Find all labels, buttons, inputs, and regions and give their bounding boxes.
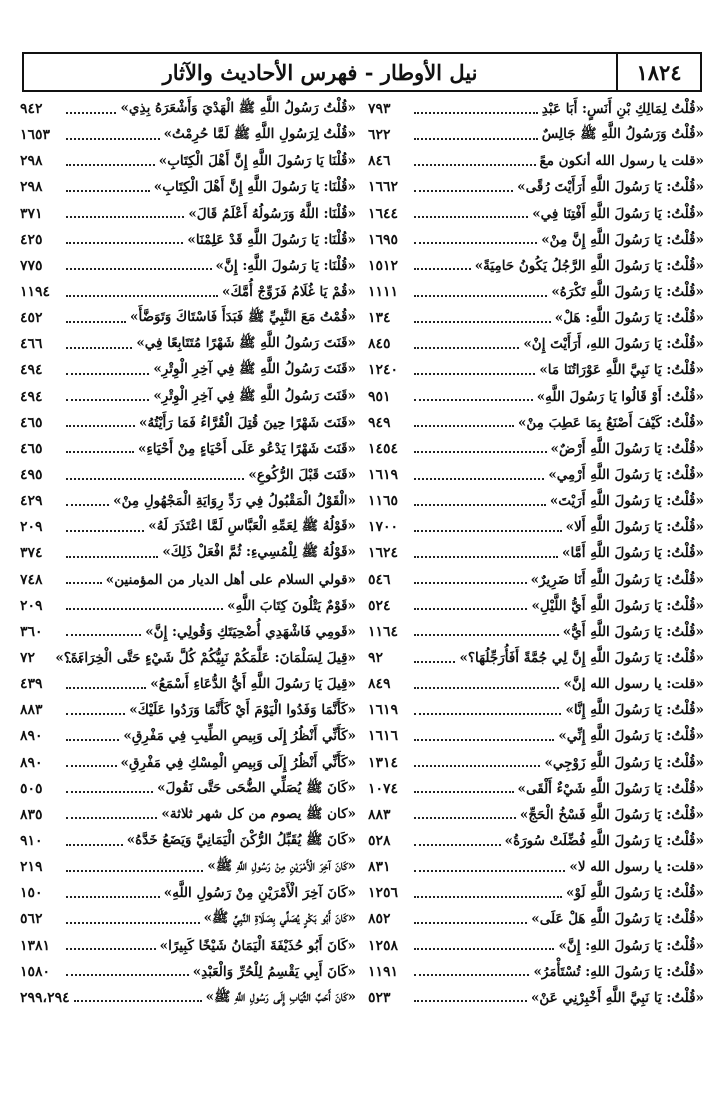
dotted-leader [66, 241, 183, 244]
entry-text: «كان ﷺ يصوم من كل شهر ثلاثة» [161, 805, 356, 822]
entry-page-number: ١٦٩٥ [368, 231, 399, 248]
entry-text: «قُلْتُ: يَا رَسُولَ اللَّهِ إِنَّ لِي جُمَّةً أَفَأُرَجِّلُهَا؟» [459, 650, 704, 667]
index-entry [368, 462, 704, 488]
index-entry [20, 122, 356, 148]
dotted-leader [66, 163, 155, 166]
entry-text: «قِيلَ يَا رَسُولَ اللَّهِ أَيُّ الدُّعَاءِ أَسْمَعُ» [150, 676, 356, 693]
dotted-leader [66, 869, 203, 872]
entry-text: «قُلْتُ: يَا رَسُولَ اللَّهِ أَلا» [565, 519, 704, 536]
entry-text: «قُلْتُ: أَوْ قَالُوا يَا رَسُولَ اللَّهِ» [536, 388, 704, 405]
dotted-leader [66, 424, 135, 427]
entry-page-number: ٤٢٥ [20, 231, 43, 248]
dotted-leader [66, 633, 141, 636]
index-entry [368, 514, 704, 540]
entry-text: «قَنَتَ شَهْرًا يَدْعُو عَلَى أَحْيَاءٍ مِنْ أَحْيَاءِ» [137, 440, 356, 457]
dotted-leader [414, 215, 528, 218]
entry-page-number: ١٦٢٤ [368, 545, 399, 562]
entry-page-number: ١٣٨١ [20, 937, 51, 954]
entry-text: «قُلْتُ: يَا رَسُولَ اللَّهِ فَسْخُ الْحَجِّ» [519, 806, 704, 823]
entry-text: «قُلْنَا: يَا رَسُولَ اللَّهِ: إِنَّ» [215, 257, 356, 274]
entry-text: «قُلْتُ لِرَسُولِ اللَّهِ ﷺ لَمَّا حُرِمْتُ» [163, 126, 356, 143]
entry-page-number: ١٠٧٤ [368, 780, 399, 797]
entry-text: «قُلْنَا يَا رَسُولَ اللَّهِ إِنَّ أَهْلَ الْكِتَابِ» [158, 153, 356, 170]
dotted-leader [66, 555, 158, 558]
dotted-leader [414, 424, 514, 427]
entry-text: «قُلْتُ لِمَالِكِ بْنِ أَنَسٍ: أَبَا عَبْدِ [541, 101, 704, 118]
entry-page-number: ١٦١٩ [368, 467, 399, 484]
entry-text: «قُلْتُ: كَيْفَ أَصْنَعُ بِمَا عَطِبَ مِنْ» [517, 414, 704, 431]
entry-page-number: ٤٩٥ [20, 467, 43, 484]
dotted-leader [66, 895, 160, 898]
index-entry [20, 671, 356, 697]
dotted-leader [414, 712, 561, 715]
index-entry [20, 384, 356, 410]
index-entry [368, 122, 704, 148]
entry-text: «قَنَتَ رَسُولُ اللَّهِ ﷺ فِي آخِرِ الْوِتْرِ» [153, 387, 356, 404]
entry-text: «قولي السلام على أهل الديار من المؤمنين» [105, 571, 356, 588]
dotted-leader [414, 921, 527, 924]
index-entry [368, 985, 704, 1011]
index-entry [20, 645, 356, 671]
dotted-leader [66, 973, 189, 976]
entry-text: «كَأَنِّي أَنْظُرُ إِلَى وَبِيصِ الطِّيبِ فِي مَفْرِقِ» [123, 728, 356, 745]
index-entry [20, 462, 356, 488]
index-entry [368, 357, 704, 383]
entry-page-number: ١٥٠ [20, 885, 43, 902]
entry-page-number: ٦٢٢ [368, 127, 391, 144]
entry-text: «قُلْتُ: يَا رَسُولَ اللَّهِ إِنِّي» [558, 728, 704, 745]
entry-page-number: ٢٩٨ [20, 153, 43, 170]
index-entry [368, 384, 704, 410]
entry-page-number: ١٢٥٦ [368, 885, 399, 902]
dotted-leader [66, 816, 157, 819]
index-entry [20, 723, 356, 749]
entry-page-number: ٣٧٤ [20, 545, 43, 562]
entry-text: «كَانَ ﷺ يُقَبِّلُ الرُّكْنَ الْيَمَانِيَّ وَيَضَعُ خَدَّهُ» [126, 832, 356, 848]
entry-page-number: ١٢٥٨ [368, 937, 399, 954]
dotted-leader [414, 477, 544, 480]
entry-page-number: ١٥١٢ [368, 257, 399, 274]
entry-text: «كَانَ أَبِي يَقْسِمُ لِلْحُرِّ وَالْعَبْدِ» [192, 963, 356, 980]
entry-text: «قُلْتُ: يَا نَبِيَّ اللَّهِ أَخْبِرْنِي عَنْ» [530, 989, 704, 1006]
dotted-leader [414, 137, 538, 140]
dotted-leader [414, 529, 562, 532]
dotted-leader [414, 790, 514, 793]
entry-page-number: ٧٢ [20, 650, 36, 667]
dotted-leader [414, 633, 559, 636]
index-entry [20, 305, 356, 331]
dotted-leader [414, 555, 558, 558]
dotted-leader [414, 267, 471, 270]
dotted-leader [66, 529, 144, 532]
entry-text: «قُلْتُ: يَا رَسُولَ اللَّهِ أَيُّ اللَّيْلِ» [531, 597, 704, 614]
dotted-leader [66, 790, 153, 793]
entry-text: «قَنَتَ رَسُولُ اللَّهِ ﷺ شَهْرًا مُتَتَابِعًا فِي» [136, 335, 356, 352]
index-columns [20, 96, 704, 1096]
entry-page-number: ٤٣٩ [20, 676, 43, 693]
entry-text: «قُلْتُ: يَا رَسُولَ اللَّهِ أَيُّ» [562, 623, 704, 640]
index-entry [368, 619, 704, 645]
index-entry [368, 933, 704, 959]
dotted-leader [66, 947, 156, 950]
index-entry [368, 880, 704, 906]
dotted-leader [414, 346, 519, 349]
entry-page-number: ٤٦٦ [20, 336, 43, 353]
entry-page-number: ٧٧٥ [20, 257, 43, 274]
index-entry [368, 227, 704, 253]
entry-page-number: ١٢٤٠ [368, 362, 399, 379]
dotted-leader [414, 895, 562, 898]
index-entry [20, 357, 356, 383]
index-entry [20, 959, 356, 985]
entry-page-number: ٨٩٠ [20, 728, 43, 745]
entry-text: «قُلْتُ: يَا رَسُولَ اللَّهِ فُضِّلَتْ سُورَةُ» [504, 833, 704, 849]
running-title: نيل الأوطار - فهرس الأحاديث والآثار [162, 59, 478, 85]
dotted-leader [414, 816, 516, 819]
entry-text: «كَأَنِّي أَنْظُرُ إِلَى وَبِيصِ الْمِسْكِ فِي مَفْرِقِ» [120, 754, 356, 771]
index-entry [368, 697, 704, 723]
index-entry [20, 933, 356, 959]
entry-text: «كَانَ آخِرَ الْأَمْرَيْنِ مِنْ رَسُولِ اللَّهِ ﷺ» [207, 858, 356, 875]
entry-page-number: ٧٤٨ [20, 571, 43, 588]
entry-text: «قلت: يا رسول الله لا» [569, 859, 704, 876]
entry-text: «قُلْنَا: يَا رَسُولَ اللَّهِ قَدْ عَلِمْنَا» [187, 231, 356, 248]
entry-text: «قُلْتُ: يَا رَسُولَ اللَّهِ: هَلْ» [554, 310, 704, 327]
entry-page-number: ٢١٩ [20, 859, 43, 876]
dotted-leader [414, 607, 527, 610]
index-entry [368, 645, 704, 671]
entry-text: «قُلْتُ: يَا رَسُولَ اللَّهِ إِنَّا» [565, 702, 704, 719]
entry-page-number: ٨٥٢ [368, 911, 391, 928]
entry-text: «قُلْنَا: يَا رَسُولَ اللَّهِ إِنَّ أَهْلَ الْكِتَابِ» [153, 179, 356, 196]
dotted-leader [414, 660, 455, 663]
entry-text: «قلت: يا رسول الله إنَّ» [563, 676, 704, 693]
entry-text: «قلت يا رسول الله أنكون معً [539, 153, 704, 170]
index-entry [368, 279, 704, 305]
index-entry [20, 697, 356, 723]
index-entry [20, 514, 356, 540]
dotted-leader [414, 163, 536, 166]
index-entry [368, 148, 704, 174]
index-entry [20, 593, 356, 619]
entry-page-number: ٨٩٠ [20, 754, 43, 771]
dotted-leader [66, 111, 116, 114]
index-entry [20, 253, 356, 279]
entry-page-number: ١١٦٥ [368, 493, 399, 510]
entry-text: «قُمْتُ مَعَ النَّبِيِّ ﷺ فَبَدَأَ فَاسْتَاكَ وَتَوَضَّأَ» [130, 309, 356, 326]
index-entry [20, 540, 356, 566]
index-entry [368, 828, 704, 854]
entry-text: «قَنَتَ قَبْلَ الرُّكُوعِ» [248, 467, 356, 484]
entry-page-number: ٤٩٤ [20, 362, 43, 379]
index-entry [20, 436, 356, 462]
dotted-leader [66, 712, 125, 715]
entry-text: «قَنَتَ رَسُولُ اللَّهِ ﷺ فِي آخِرِ الْوِتْرِ» [153, 361, 356, 378]
entry-page-number: ٨٤٩ [368, 676, 391, 693]
index-entry [20, 750, 356, 776]
entry-page-number: ٣٦٠ [20, 623, 43, 640]
index-entry [368, 253, 704, 279]
dotted-leader [66, 660, 82, 663]
entry-text: «كَانَ ﷺ يُصَلِّي الضُّحَى حَتَّى نَقُولَ» [157, 779, 356, 796]
index-entry [368, 201, 704, 227]
entry-text: «كَانَ أَحَبَّ الثِّيَابِ إِلَى رَسُولِ اللَّهِ ﷺ» [205, 988, 356, 1005]
dotted-leader [66, 320, 126, 323]
entry-page-number: ٤٢٩ [20, 493, 43, 510]
dotted-leader [66, 137, 160, 140]
entry-page-number: ٩٤٢ [20, 101, 43, 118]
entry-page-number: ١١٦٤ [368, 623, 399, 640]
entry-text: «كَانَ آخِرَ الْأَمْرَيْنِ مِنْ رَسُولِ اللَّهِ» [163, 885, 356, 902]
entry-text: «قُلْتُ: يَا رَسُولَ اللَّهِ أَرْضٌ» [550, 440, 704, 457]
index-entry [20, 828, 356, 854]
entry-text: «كَانَ أَبُو بَكْرٍ يُصَلِّي بِصَلَاةِ النَّبِيِّ ﷺ» [203, 910, 356, 927]
entry-page-number: ٨٣١ [368, 859, 391, 876]
index-entry [20, 227, 356, 253]
dotted-leader [66, 477, 244, 480]
dotted-leader [66, 450, 134, 453]
entry-page-number: ٩١٠ [20, 833, 43, 849]
index-entry [368, 854, 704, 880]
entry-page-number: ١٦١٦ [368, 728, 399, 745]
index-entry [368, 436, 704, 462]
dotted-leader [66, 372, 149, 375]
dotted-leader [414, 294, 547, 297]
entry-page-number: ٤٩٤ [20, 388, 43, 405]
entry-page-number: ١٦١٩ [368, 702, 399, 719]
dotted-leader [414, 372, 535, 375]
entry-text: «قُلْتُ: يَا رَسُولَ اللَّهِ أَنَا ضَرِيرٌ» [530, 571, 704, 588]
index-column-right [368, 96, 704, 1096]
entry-text: «قُلْتُ رَسُولُ اللَّهِ ﷺ الْهَدْيَ وَأَشْعَرَهُ بِذِي» [120, 100, 356, 117]
entry-page-number: ١٦٦٢ [368, 179, 399, 196]
entry-page-number: ٨٤٦ [368, 153, 391, 170]
entry-page-number: ٨٤٥ [368, 336, 391, 353]
index-entry [368, 174, 704, 200]
entry-page-number: ٢٠٩ [20, 597, 43, 614]
entry-page-number: ١٥٨٠ [20, 963, 51, 980]
entry-page-number: ١٤٥٤ [368, 440, 399, 457]
index-entry [368, 593, 704, 619]
entry-page-number: ٨٨٣ [20, 702, 43, 719]
entry-text: «قُلْتُ: يَا رَسُولَ اللَّهِ أَفْتِنَا فِي» [532, 205, 704, 222]
dotted-leader [66, 921, 200, 924]
dotted-leader [74, 999, 202, 1002]
dotted-leader [414, 111, 538, 114]
index-entry [20, 619, 356, 645]
dotted-leader [414, 869, 565, 872]
entry-text: «قُلْتُ: يَا رَسُولَ اللَّهِ لَوْ» [566, 885, 704, 902]
dotted-leader [414, 450, 547, 453]
index-entry [368, 305, 704, 331]
entry-page-number: ٢٠٩ [20, 519, 43, 536]
dotted-leader [414, 686, 559, 689]
entry-page-number: ٥٢٤ [368, 597, 391, 614]
entry-text: «قُلْتُ: يَا رَسُولَ اللَّهِ أَمَّا» [562, 545, 704, 562]
dotted-leader [66, 294, 218, 297]
entry-text: «كَانَ أَبُو حُذَيْفَةَ الْيَمَانُ شَيْخًا كَبِيرًا» [159, 937, 356, 954]
index-entry [20, 174, 356, 200]
entry-page-number: ٨٣٥ [20, 806, 43, 823]
entry-page-number: ١٣١٤ [368, 754, 399, 771]
index-entry [368, 802, 704, 828]
entry-page-number: ١١٩٤ [20, 284, 51, 301]
index-entry [368, 567, 704, 593]
dotted-leader [66, 398, 149, 401]
entry-text: «قُلْتُ: يَا رَسُولَ اللَّهِ أَرَيْتَ» [549, 493, 704, 510]
dotted-leader [414, 999, 527, 1002]
dotted-leader [66, 686, 146, 689]
dotted-leader [66, 189, 150, 192]
index-entry [368, 723, 704, 749]
index-entry [368, 540, 704, 566]
entry-page-number: ١٣٤ [368, 310, 391, 327]
entry-text: «قَومِي فَاشْهَدِي أُضْحِيَتَكِ وَقُولِي: إِنَّ» [145, 623, 356, 640]
page-header [22, 52, 702, 92]
entry-text: «قَوْلُهُ ﷺ لِلْمُسِيءِ: ثُمَّ افْعَلْ ذَلِكَ» [162, 544, 356, 561]
dotted-leader [414, 320, 551, 323]
entry-page-number: ١٦٤٤ [368, 205, 399, 222]
entry-page-number: ٥٦٢ [20, 911, 43, 928]
entry-page-number: ١٦٥٣ [20, 127, 51, 144]
entry-text: «قُمْ يَا غُلَامُ فَزَوِّجْ أُمَّكَ» [222, 284, 356, 301]
index-entry [20, 985, 356, 1011]
dotted-leader [66, 607, 223, 610]
entry-text: «قُلْتُ: يَا رَسُولَ اللهِ: تُسْتَأْمَرُ» [533, 963, 704, 980]
index-entry [368, 671, 704, 697]
entry-page-number: ٩٢ [368, 650, 384, 667]
dotted-leader [414, 738, 554, 741]
dotted-leader [414, 581, 527, 584]
index-entry [20, 488, 356, 514]
dotted-leader [66, 215, 184, 218]
index-entry [20, 148, 356, 174]
entry-text: «قِيلَ لِسَلْمَانَ: عَلَّمَكُمْ نَبِيُّكُمْ كُلَّ شَيْءٍ حَتَّى الْخِرَاءَةَ؟» [55, 650, 356, 667]
entry-page-number: ٥٤٦ [368, 571, 391, 588]
dotted-leader [414, 764, 540, 767]
index-entry [368, 410, 704, 436]
entry-text: «قُلْتُ: يَا رَسُولَ اللَّهِ الرَّجُلُ يَكُونُ حَامِيَةً» [474, 257, 704, 274]
index-entry [20, 96, 356, 122]
dotted-leader [66, 843, 123, 846]
entry-page-number: ٢٩٨ [20, 179, 43, 196]
entry-page-number: ٥٢٨ [368, 833, 391, 849]
dotted-leader [66, 503, 109, 506]
entry-page-number: ١١١١ [368, 284, 399, 301]
entry-page-number: ٩٤٩ [368, 414, 391, 431]
index-entry [20, 776, 356, 802]
index-entry [20, 567, 356, 593]
entry-page-number: ٤٦٥ [20, 440, 43, 457]
entry-text: «قَوْلُهُ ﷺ لِعَمِّهِ الْعَبَّاسِ لَمَّا اعْتَذَرَ لَهُ» [148, 518, 356, 535]
entry-page-number: ٤٥٢ [20, 310, 43, 327]
entry-page-number: ٥٢٣ [368, 989, 391, 1006]
entry-text: «قَنَتَ شَهْرًا حِينَ قُتِلَ الْقُرَّاءُ فَمَا رَأَيْتُهُ» [139, 414, 356, 431]
dotted-leader [66, 267, 212, 270]
dotted-leader [66, 764, 117, 767]
index-entry [20, 331, 356, 357]
entry-page-number: ٥٠٥ [20, 780, 43, 797]
entry-page-number: ٧٩٣ [368, 101, 391, 118]
entry-text: «قُلْتُ: يَا رَسُولَ اللَّهِ هَلْ عَلَى» [531, 911, 704, 928]
index-entry [368, 776, 704, 802]
index-entry [20, 854, 356, 880]
index-column-left [20, 96, 356, 1096]
entry-text: «قُلْتُ: يَا رَسُولَ اللهِ: إِنَّ» [558, 937, 704, 954]
entry-page-number: ١٧٠٠ [368, 519, 399, 536]
index-entry [368, 906, 704, 932]
entry-text: «قُلْتُ: يَا رَسُولَ اللَّهِ زَوْجِي» [544, 754, 704, 771]
index-entry [368, 488, 704, 514]
page-number: ١٨٢٤ [616, 54, 700, 90]
dotted-leader [66, 738, 119, 741]
dotted-leader [66, 346, 132, 349]
index-entry [20, 802, 356, 828]
index-entry [20, 279, 356, 305]
index-entry [368, 331, 704, 357]
index-entry [20, 201, 356, 227]
entry-text: «قُلْتُ: يَا رَسُولَ اللَّهِ إِنَّ مِنْ» [541, 231, 704, 248]
entry-text: «قُلْتُ وَرَسُولُ اللَّهِ ﷺ جَالِسٌ [541, 126, 704, 143]
entry-page-number: ٢٩٩،٢٩٤ [20, 989, 70, 1006]
dotted-leader [414, 241, 537, 244]
dotted-leader [414, 503, 546, 506]
dotted-leader [414, 843, 501, 846]
entry-text: «قُلْتُ: يَا رَسُولَ اللهِ، أَرَأَيْتَ إِنْ» [523, 336, 704, 353]
entry-page-number: ١١٩١ [368, 963, 399, 980]
dotted-leader [414, 189, 513, 192]
dotted-leader [414, 973, 529, 976]
dotted-leader [66, 581, 102, 584]
entry-page-number: ٨٨٣ [368, 806, 391, 823]
entry-text: «قُلْتُ: يَا رَسُولَ اللَّهِ أَرْمِي» [548, 467, 704, 484]
entry-text: «قُلْتُ: يَا رَسُولَ اللَّهِ شَيْءٌ أَلْقَى» [517, 780, 704, 797]
index-entry [368, 750, 704, 776]
entry-page-number: ٤٦٥ [20, 414, 43, 431]
entry-text: «كَأَنَّمَا وَفَدُوا الْيَوْمَ أَيْ كَأَنَّمَا وَرَدُوا عَلَيْكَ» [129, 702, 356, 719]
entry-text: «الْقَوْلُ الْمَقْبُولُ فِي رَدِّ رِوَايَةِ الْمَجْهُولِ مِنْ» [113, 493, 356, 510]
dotted-leader [414, 947, 554, 950]
index-entry [20, 906, 356, 932]
entry-text: «قُلْتُ: يَا نَبِيَّ اللَّهِ عَوْرَاتُنَا مَا» [539, 362, 704, 379]
index-entry [20, 410, 356, 436]
entry-text: «قَوْمٌ يَتْلُونَ كِتَابَ اللَّهِ» [227, 597, 356, 614]
entry-text: «قُلْتُ: يَا رَسُولَ اللَّهِ تَكْرَهُ» [551, 284, 704, 301]
dotted-leader [414, 398, 533, 401]
entry-text: «قُلْتُ: يَا رَسُولَ اللَّهِ أَرَأَيْتَ رُقًى» [517, 179, 704, 196]
index-entry [368, 96, 704, 122]
index-entry [368, 959, 704, 985]
entry-page-number: ٩٥١ [368, 388, 391, 405]
index-entry [20, 880, 356, 906]
entry-page-number: ٣٧١ [20, 205, 43, 222]
entry-text: «قُلْنَا: اللَّهُ وَرَسُولُهُ أَعْلَمُ قَالَ» [188, 205, 356, 222]
